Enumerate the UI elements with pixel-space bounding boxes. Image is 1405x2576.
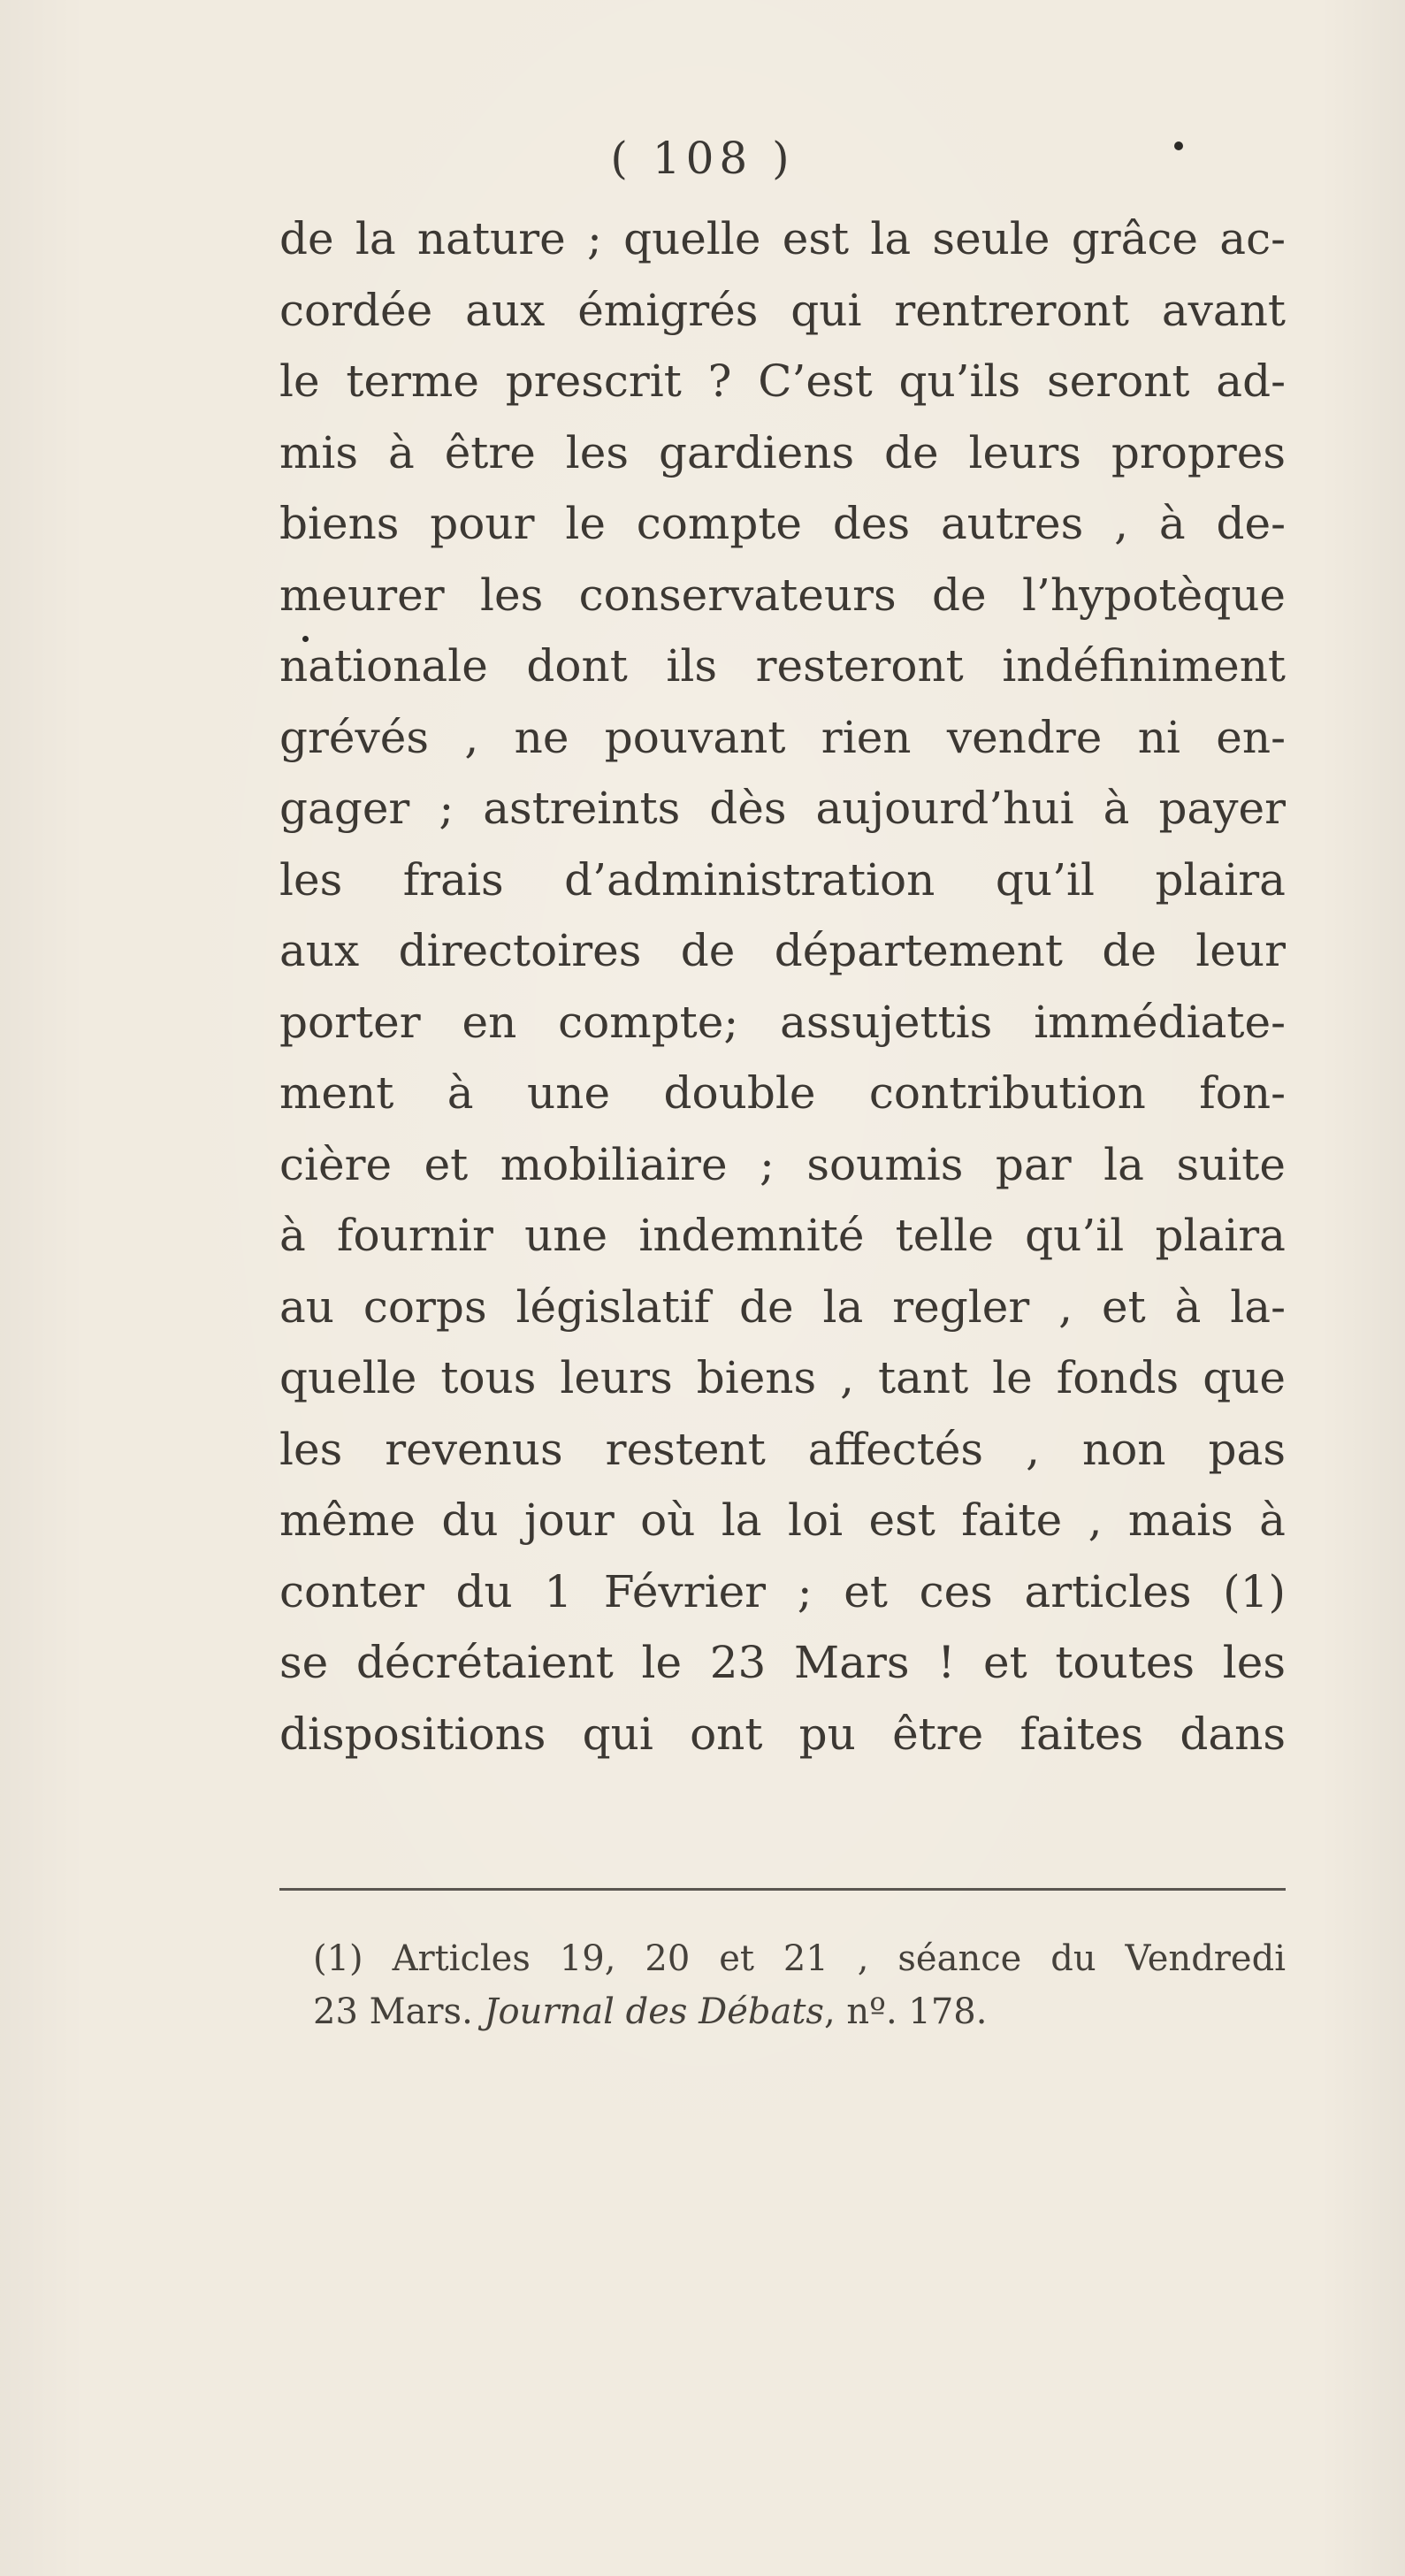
text-line: cordée aux émigrés qui rentreront avant [279,284,1286,336]
text-line: le terme prescrit ? C’est qu’ils seront ad- [279,355,1286,407]
text-line: grévés , ne pouvant rien vendre ni en- [279,711,1286,763]
footnote-journal-title: Journal des Débats [484,1991,824,2032]
text-line: mis à être les gardiens de leurs propres [279,426,1286,478]
text-line: dispositions qui ont pu être faites dans [279,1708,1286,1760]
text-line: porter en compte; assujettis immédiate- [279,996,1286,1048]
footnote-rule [279,1888,1286,1891]
footnote [313,1932,1286,2038]
body-text [279,203,1286,1770]
text-line: cière et mobiliaire ; soumis par la suite [279,1138,1286,1190]
text-line: meurer les conservateurs de l’hypotèque [279,569,1286,621]
text-line: quelle tous leurs biens , tant le fonds que [279,1352,1286,1403]
footnote-date: 23 Mars. [313,1991,485,2032]
text-line: ment à une double contribution fon- [279,1067,1286,1119]
text-line: de la nature ; quelle est la seule grâce ac- [279,213,1286,264]
text-line: gager ; astreints dès aujourd’hui à payer [279,783,1286,834]
text-line: à fournir une indemnité telle qu’il plaira [279,1210,1286,1261]
page-number: ( 108 ) [610,133,795,184]
footnote-issue: , nº. 178. [823,1991,988,2032]
text-line: biens pour le compte des autres , à de- [279,498,1286,549]
text-line: nationale dont ils resteront indéfiniment [279,640,1286,692]
text-line: au corps législatif de la regler , et à la- [279,1280,1286,1333]
text-line: même du jour où la loi est faite , mais à [279,1494,1286,1546]
footnote-line [313,1985,1286,2038]
text-line: se décrétaient le 23 Mars ! et toutes les [279,1637,1286,1688]
text-line: les revenus restent affectés , non pas [279,1423,1286,1475]
text-line: conter du 1 Février ; et ces articles (1) [279,1565,1286,1617]
text-line: aux directoires de département de leur [279,925,1286,976]
text-line: les frais d’administration qu’il plaira [279,853,1286,906]
footnote-line: (1) Articles 19, 20 et 21 , séance du Vendredi [313,1938,1286,1979]
